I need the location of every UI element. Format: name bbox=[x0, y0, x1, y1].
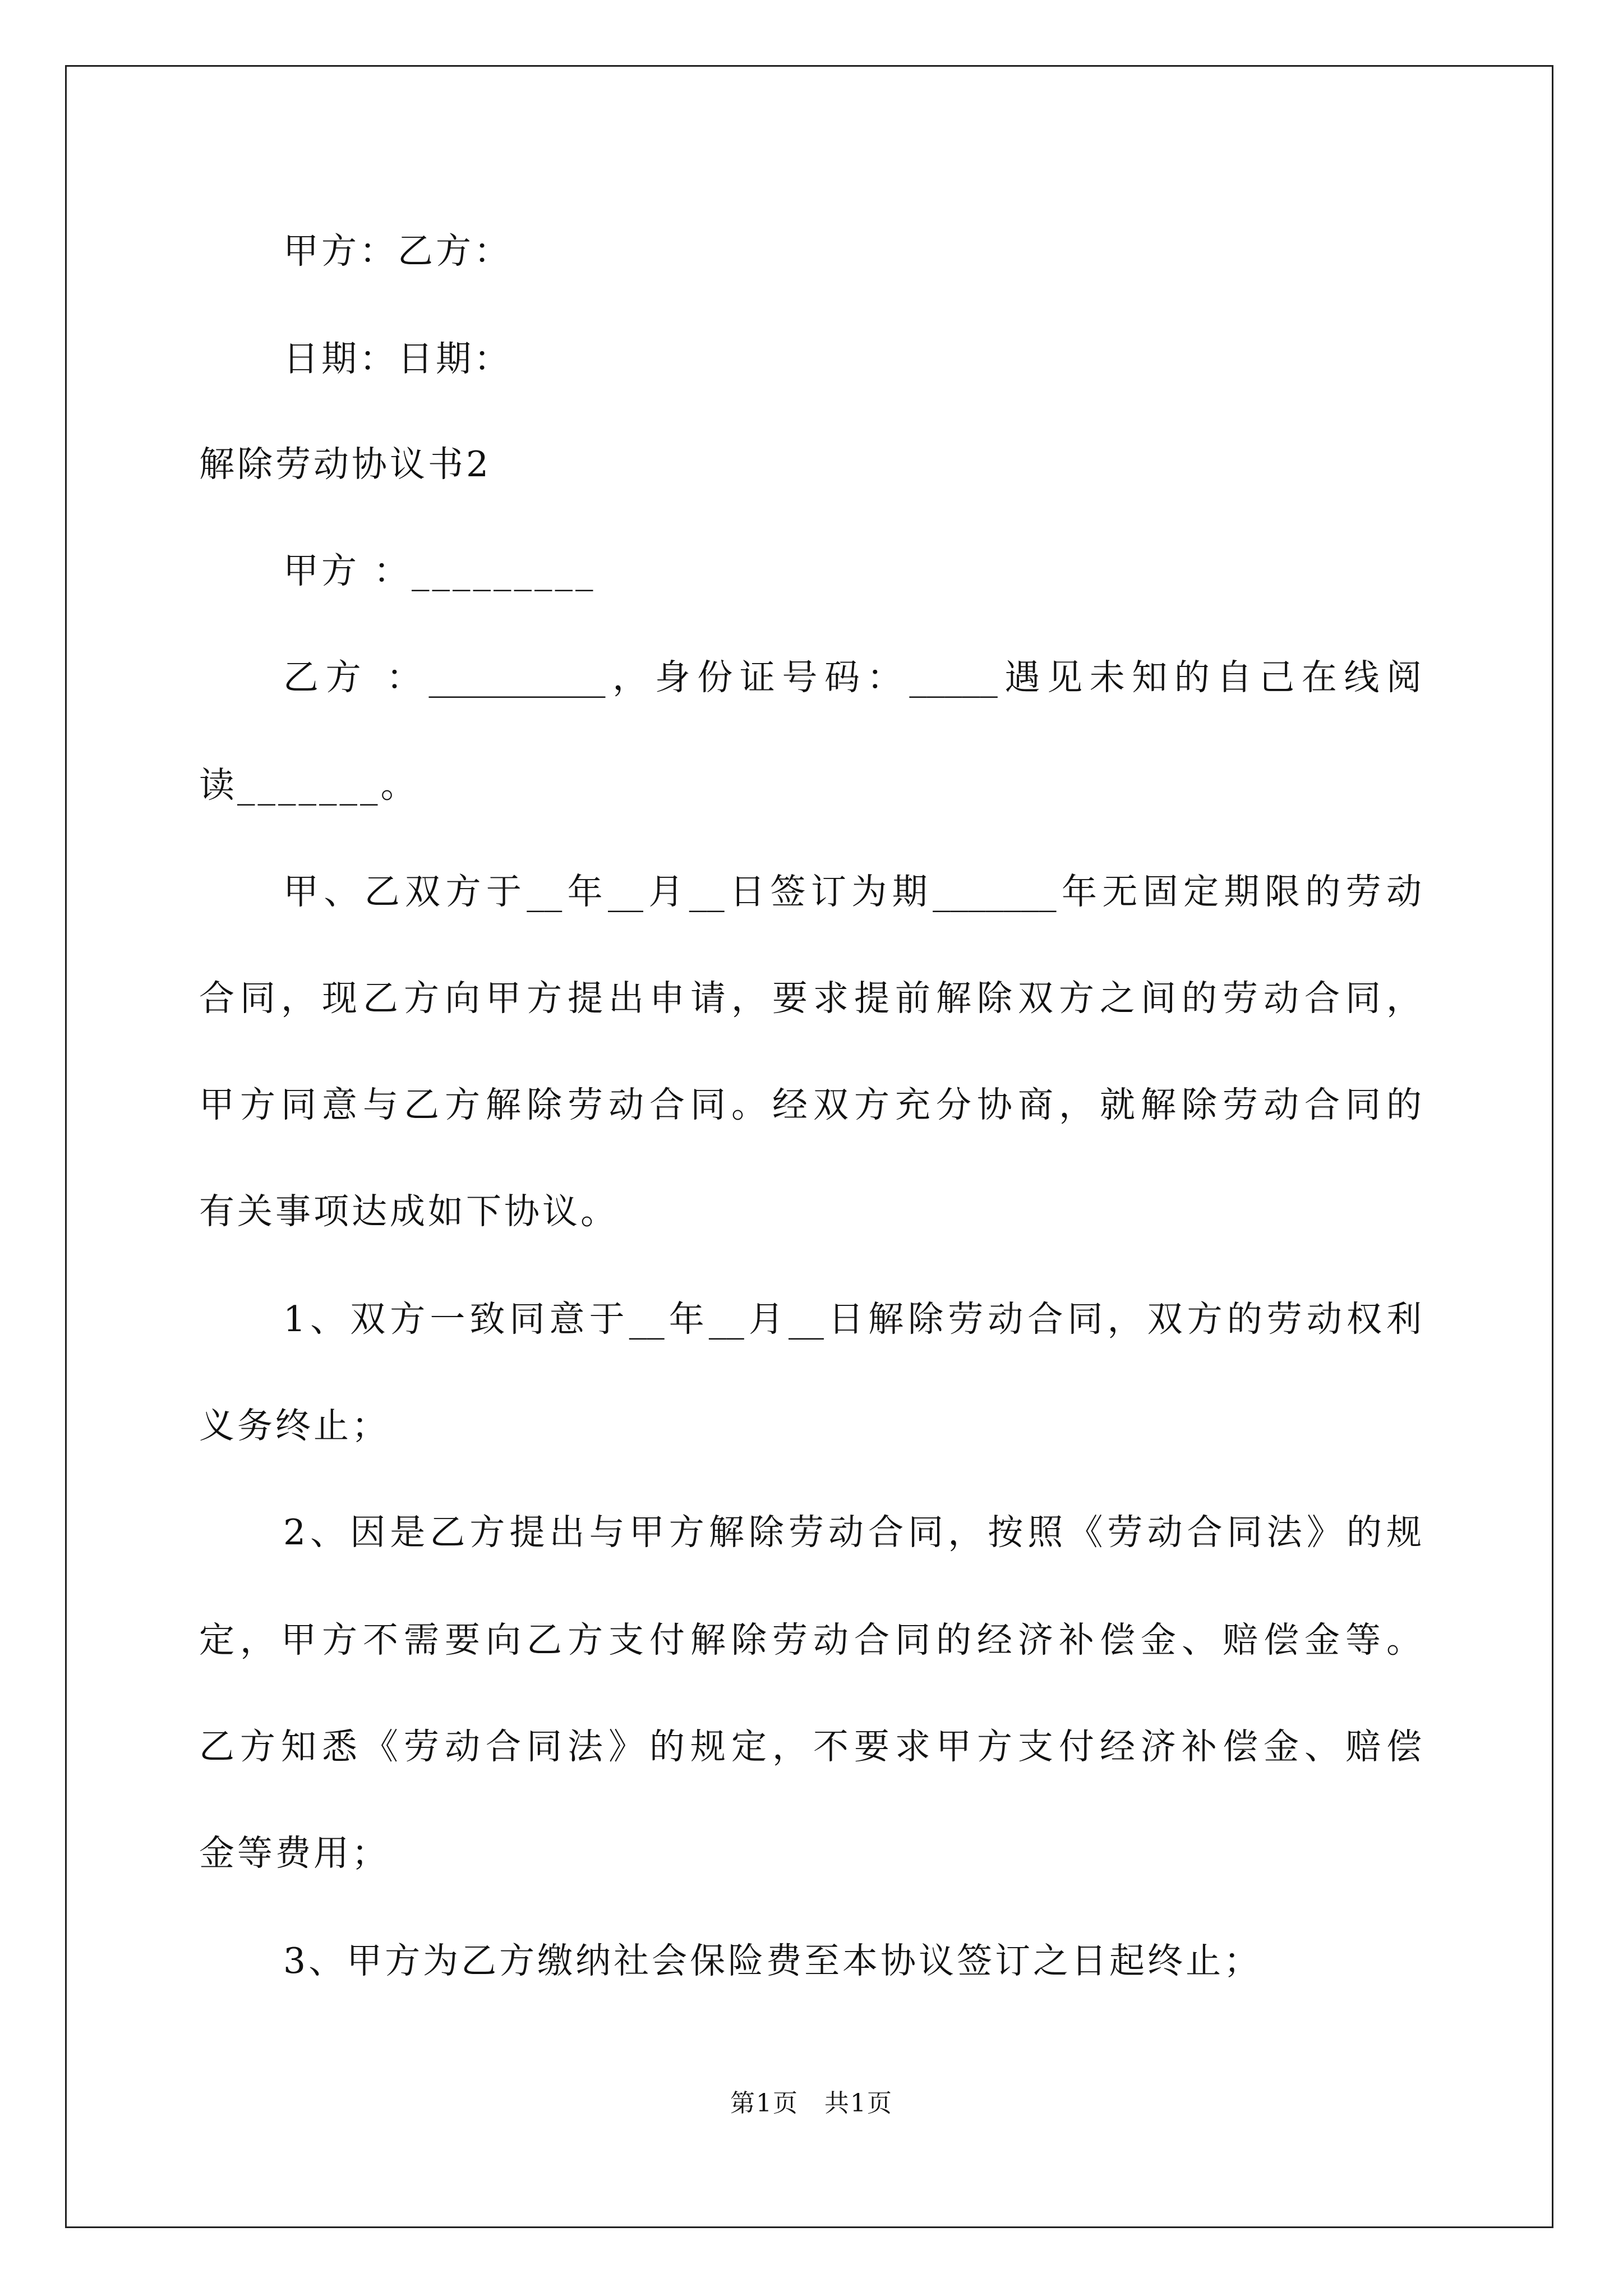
text-line: 日期：日期： bbox=[283, 338, 512, 379]
page-number: 第1页 共1页 bbox=[730, 2089, 893, 2118]
text-line: 合同，现乙方向甲方提出申请，要求提前解除双方之间的劳动合同， bbox=[199, 978, 1422, 1019]
text-line: 甲方 ：_________ bbox=[283, 550, 596, 591]
section-title: 解除劳动协议书2 bbox=[199, 444, 492, 485]
text-line: 有关事项达成如下协议。 bbox=[199, 1191, 619, 1232]
text-line: 2、因是乙方提出与甲方解除劳动合同，按照《劳动合同法》的规 bbox=[283, 1512, 1422, 1553]
text-line: 乙方 ：__________，身份证号码：_____遇见未知的自己在线阅 bbox=[283, 657, 1422, 698]
page-border bbox=[65, 65, 1553, 2228]
text-line: 金等费用； bbox=[199, 1833, 390, 1874]
text-line: 甲方：乙方： bbox=[283, 231, 512, 272]
text-line: 义务终止； bbox=[199, 1405, 390, 1446]
text-line: 读_______。 bbox=[199, 765, 419, 806]
text-line: 甲、乙双方于__年__月__日签订为期_______年无固定期限的劳动 bbox=[283, 871, 1422, 912]
text-line: 1、双方一致同意于__年__月__日解除劳动合同，双方的劳动权利 bbox=[283, 1299, 1422, 1340]
text-line: 定，甲方不需要向乙方支付解除劳动合同的经济补偿金、赔偿金等。 bbox=[199, 1619, 1422, 1660]
text-line: 乙方知悉《劳动合同法》的规定，不要求甲方支付经济补偿金、赔偿 bbox=[199, 1726, 1422, 1767]
text-line: 3、甲方为乙方缴纳社会保险费至本协议签订之日起终止； bbox=[283, 1940, 1262, 1981]
text-line: 甲方同意与乙方解除劳动合同。经双方充分协商，就解除劳动合同的 bbox=[199, 1084, 1422, 1125]
